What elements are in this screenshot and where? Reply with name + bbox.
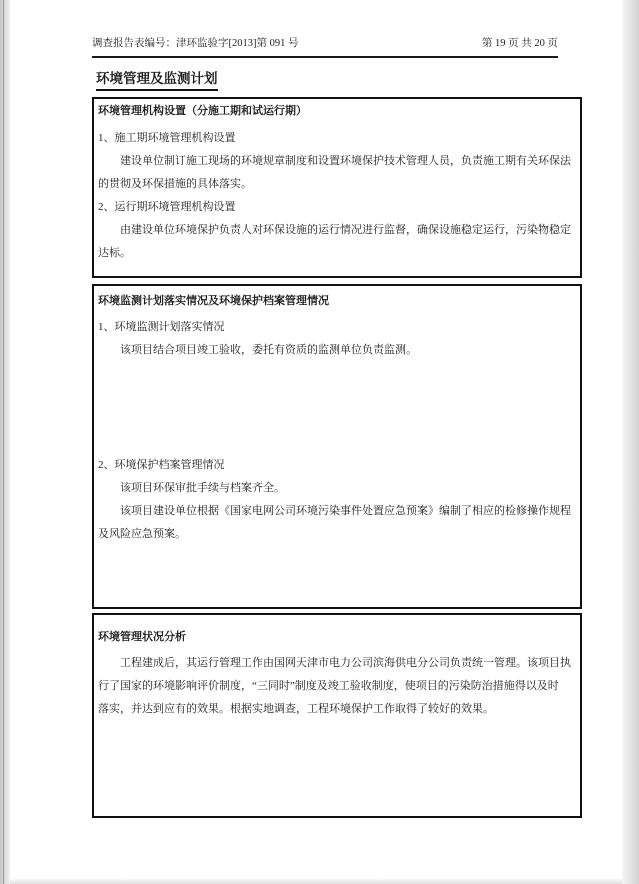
section-box-management-organization [92,97,582,278]
page-header [92,37,558,58]
section-box-management-analysis [92,613,582,818]
text-line: 2、环境保护档案管理情况 [98,459,225,471]
section-box-monitoring-plan [92,284,582,609]
text-line: 1、施工期环境管理机构设置 [98,132,236,144]
text-line: 该项目建设单位根据《国家电网公司环境污染事件处置应急预案》编制了相应的检修操作规程 [120,505,571,517]
header-doc-number: 调查报告表编号：津环监验字[2013]第 091 号 [92,38,299,49]
page-title: 环境管理及监测计划 [96,71,218,91]
section-heading: 环境管理状况分析 [98,631,186,643]
section-heading: 环境管理机构设置（分施工期和试运行期） [98,105,307,117]
text-line: 该项目结合项目竣工验收，委托有资质的监测单位负责监测。 [120,344,417,356]
text-line: 达标。 [98,247,131,259]
text-line: 2、运行期环境管理机构设置 [98,201,236,213]
text-line: 的贯彻及环保措施的具体落实。 [98,178,252,190]
section-heading: 环境监测计划落实情况及环境保护档案管理情况 [98,295,329,307]
text-line: 建设单位制订施工现场的环境规章制度和设置环境保护技术管理人员，负责施工期有关环保法 [120,155,571,167]
text-line: 及风险应急预案。 [98,528,186,540]
text-line: 工程建成后，其运行管理工作由国网天津市电力公司滨海供电分公司负责统一管理。该项目执 [120,657,571,669]
text-line: 由建设单位环境保护负责人对环保设施的运行情况进行监督，确保设施稳定运行，污染物稳定 [120,224,571,236]
text-line: 行了国家的环境影响评价制度，“三同时”制度及竣工验收制度，使项目的污染防治措施得以及时 [98,680,559,692]
blank-space [98,362,574,454]
text-line: 1、环境监测计划落实情况 [98,321,225,333]
scan-edge-bottom [10,878,622,884]
scan-edge-left [0,0,10,884]
scan-edge-left-line [3,0,4,884]
text-line: 该项目环保审批手续与档案齐全。 [120,482,285,494]
text-line: 落实，并达到应有的效果。根据实地调查，工程环境保护工作取得了较好的效果。 [98,703,494,715]
scan-edge-right [622,0,639,884]
header-page-number: 第 19 页 共 20 页 [481,38,558,49]
